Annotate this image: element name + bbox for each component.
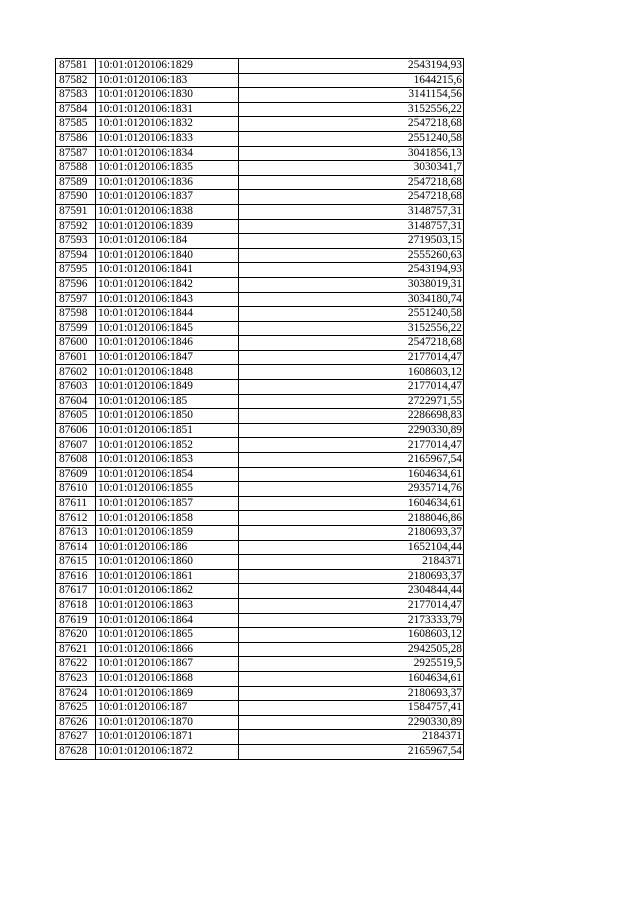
table-row (56, 715, 464, 730)
table-row (56, 131, 464, 146)
value-cell: 3041856,13 (239, 146, 464, 161)
id-cell: 87600 (56, 336, 96, 351)
value-cell: 1604634,61 (239, 671, 464, 686)
id-cell: 87607 (56, 438, 96, 453)
code-cell: 10:01:0120106:1863 (96, 598, 239, 613)
code-cell: 10:01:0120106:1855 (96, 482, 239, 497)
code-cell: 10:01:0120106:1832 (96, 117, 239, 132)
id-cell: 87581 (56, 59, 96, 74)
table-row (56, 409, 464, 424)
table-row (56, 190, 464, 205)
table-row (56, 569, 464, 584)
code-cell: 10:01:0120106:1839 (96, 219, 239, 234)
code-cell: 10:01:0120106:1868 (96, 671, 239, 686)
id-cell: 87617 (56, 584, 96, 599)
table-row (56, 540, 464, 555)
table-row (56, 277, 464, 292)
code-cell: 10:01:0120106:1860 (96, 555, 239, 570)
table-row (56, 423, 464, 438)
table-row (56, 628, 464, 643)
id-cell: 87610 (56, 482, 96, 497)
code-cell: 10:01:0120106:1857 (96, 496, 239, 511)
value-cell: 2551240,58 (239, 131, 464, 146)
table-row (56, 307, 464, 322)
value-cell: 2286698,83 (239, 409, 464, 424)
value-cell: 1644215,6 (239, 73, 464, 88)
code-cell: 10:01:0120106:183 (96, 73, 239, 88)
code-cell: 10:01:0120106:1851 (96, 423, 239, 438)
table-row (56, 526, 464, 541)
value-cell: 2543194,93 (239, 59, 464, 74)
code-cell: 10:01:0120106:1836 (96, 175, 239, 190)
table-row (56, 365, 464, 380)
table-row (56, 204, 464, 219)
code-cell: 10:01:0120106:1846 (96, 336, 239, 351)
table-row (56, 219, 464, 234)
table-row (56, 438, 464, 453)
value-cell: 2925519,5 (239, 657, 464, 672)
table-row (56, 73, 464, 88)
code-cell: 10:01:0120106:1849 (96, 380, 239, 395)
table-row (56, 292, 464, 307)
value-cell: 2547218,68 (239, 190, 464, 205)
table-body (56, 59, 464, 760)
value-cell: 2543194,93 (239, 263, 464, 278)
id-cell: 87621 (56, 642, 96, 657)
value-cell: 2547218,68 (239, 336, 464, 351)
code-cell: 10:01:0120106:1830 (96, 88, 239, 103)
value-cell: 1604634,61 (239, 467, 464, 482)
table-row (56, 467, 464, 482)
table-row (56, 350, 464, 365)
id-cell: 87583 (56, 88, 96, 103)
code-cell: 10:01:0120106:1865 (96, 628, 239, 643)
code-cell: 10:01:0120106:1842 (96, 277, 239, 292)
code-cell: 10:01:0120106:1854 (96, 467, 239, 482)
id-cell: 87589 (56, 175, 96, 190)
code-cell: 10:01:0120106:1869 (96, 686, 239, 701)
code-cell: 10:01:0120106:1866 (96, 642, 239, 657)
table-row (56, 613, 464, 628)
id-cell: 87625 (56, 701, 96, 716)
code-cell: 10:01:0120106:1847 (96, 350, 239, 365)
code-cell: 10:01:0120106:1841 (96, 263, 239, 278)
value-cell: 2177014,47 (239, 380, 464, 395)
code-cell: 10:01:0120106:1838 (96, 204, 239, 219)
value-cell: 2177014,47 (239, 350, 464, 365)
table-row (56, 175, 464, 190)
code-cell: 10:01:0120106:1861 (96, 569, 239, 584)
id-cell: 87587 (56, 146, 96, 161)
code-cell: 10:01:0120106:1853 (96, 453, 239, 468)
id-cell: 87606 (56, 423, 96, 438)
value-cell: 2290330,89 (239, 423, 464, 438)
value-cell: 3148757,31 (239, 204, 464, 219)
value-cell: 2551240,58 (239, 307, 464, 322)
value-cell: 2180693,37 (239, 526, 464, 541)
table-row (56, 730, 464, 745)
value-cell: 2180693,37 (239, 569, 464, 584)
code-cell: 10:01:0120106:1833 (96, 131, 239, 146)
code-cell: 10:01:0120106:1870 (96, 715, 239, 730)
table-row (56, 161, 464, 176)
code-cell: 10:01:0120106:1845 (96, 321, 239, 336)
id-cell: 87612 (56, 511, 96, 526)
code-cell: 10:01:0120106:1871 (96, 730, 239, 745)
id-cell: 87626 (56, 715, 96, 730)
value-cell: 3030341,7 (239, 161, 464, 176)
value-cell: 1608603,12 (239, 365, 464, 380)
table-row (56, 671, 464, 686)
value-cell: 2173333,79 (239, 613, 464, 628)
code-cell: 10:01:0120106:185 (96, 394, 239, 409)
table-row (56, 263, 464, 278)
table-row (56, 117, 464, 132)
table-row (56, 146, 464, 161)
id-cell: 87603 (56, 380, 96, 395)
value-cell: 2722971,55 (239, 394, 464, 409)
id-cell: 87592 (56, 219, 96, 234)
code-cell: 10:01:0120106:1862 (96, 584, 239, 599)
id-cell: 87623 (56, 671, 96, 686)
value-cell: 2547218,68 (239, 175, 464, 190)
value-cell: 2188046,86 (239, 511, 464, 526)
value-cell: 1608603,12 (239, 628, 464, 643)
value-cell: 3152556,22 (239, 321, 464, 336)
id-cell: 87620 (56, 628, 96, 643)
code-cell: 10:01:0120106:1850 (96, 409, 239, 424)
value-cell: 3152556,22 (239, 102, 464, 117)
code-cell: 10:01:0120106:1864 (96, 613, 239, 628)
id-cell: 87628 (56, 744, 96, 759)
value-cell: 2184371 (239, 730, 464, 745)
id-cell: 87593 (56, 234, 96, 249)
code-cell: 10:01:0120106:1837 (96, 190, 239, 205)
value-cell: 3038019,31 (239, 277, 464, 292)
id-cell: 87616 (56, 569, 96, 584)
value-cell: 3034180,74 (239, 292, 464, 307)
id-cell: 87605 (56, 409, 96, 424)
code-cell: 10:01:0120106:1834 (96, 146, 239, 161)
value-cell: 2555260,63 (239, 248, 464, 263)
id-cell: 87627 (56, 730, 96, 745)
id-cell: 87598 (56, 307, 96, 322)
code-cell: 10:01:0120106:1831 (96, 102, 239, 117)
code-cell: 10:01:0120106:1859 (96, 526, 239, 541)
id-cell: 87622 (56, 657, 96, 672)
code-cell: 10:01:0120106:186 (96, 540, 239, 555)
id-cell: 87601 (56, 350, 96, 365)
id-cell: 87608 (56, 453, 96, 468)
code-cell: 10:01:0120106:1848 (96, 365, 239, 380)
table-row (56, 380, 464, 395)
code-cell: 10:01:0120106:1867 (96, 657, 239, 672)
table-row (56, 88, 464, 103)
table-row (56, 555, 464, 570)
value-cell: 2165967,54 (239, 744, 464, 759)
id-cell: 87599 (56, 321, 96, 336)
table-row (56, 394, 464, 409)
table-row (56, 744, 464, 759)
table-row (56, 321, 464, 336)
table-row (56, 102, 464, 117)
value-cell: 1584757,41 (239, 701, 464, 716)
id-cell: 87611 (56, 496, 96, 511)
code-cell: 10:01:0120106:1835 (96, 161, 239, 176)
id-cell: 87609 (56, 467, 96, 482)
value-cell: 1652104,44 (239, 540, 464, 555)
value-cell: 2177014,47 (239, 438, 464, 453)
id-cell: 87624 (56, 686, 96, 701)
value-cell: 2177014,47 (239, 598, 464, 613)
id-cell: 87596 (56, 277, 96, 292)
data-table (55, 58, 464, 760)
table-row (56, 482, 464, 497)
table-row (56, 59, 464, 74)
id-cell: 87614 (56, 540, 96, 555)
value-cell: 2180693,37 (239, 686, 464, 701)
code-cell: 10:01:0120106:1852 (96, 438, 239, 453)
id-cell: 87595 (56, 263, 96, 278)
id-cell: 87586 (56, 131, 96, 146)
value-cell: 3148757,31 (239, 219, 464, 234)
id-cell: 87582 (56, 73, 96, 88)
id-cell: 87615 (56, 555, 96, 570)
value-cell: 1604634,61 (239, 496, 464, 511)
id-cell: 87591 (56, 204, 96, 219)
value-cell: 3141154,56 (239, 88, 464, 103)
value-cell: 2547218,68 (239, 117, 464, 132)
code-cell: 10:01:0120106:1840 (96, 248, 239, 263)
id-cell: 87584 (56, 102, 96, 117)
id-cell: 87613 (56, 526, 96, 541)
table-row (56, 453, 464, 468)
table-row (56, 248, 464, 263)
code-cell: 10:01:0120106:1844 (96, 307, 239, 322)
code-cell: 10:01:0120106:184 (96, 234, 239, 249)
table-row (56, 234, 464, 249)
id-cell: 87588 (56, 161, 96, 176)
id-cell: 87594 (56, 248, 96, 263)
table-row (56, 701, 464, 716)
id-cell: 87597 (56, 292, 96, 307)
id-cell: 87602 (56, 365, 96, 380)
value-cell: 2935714,76 (239, 482, 464, 497)
id-cell: 87618 (56, 598, 96, 613)
table-row (56, 657, 464, 672)
code-cell: 10:01:0120106:1829 (96, 59, 239, 74)
code-cell: 10:01:0120106:1843 (96, 292, 239, 307)
code-cell: 10:01:0120106:1858 (96, 511, 239, 526)
value-cell: 2165967,54 (239, 453, 464, 468)
value-cell: 2290330,89 (239, 715, 464, 730)
table-row (56, 511, 464, 526)
value-cell: 2304844,44 (239, 584, 464, 599)
table-row (56, 496, 464, 511)
id-cell: 87619 (56, 613, 96, 628)
value-cell: 2942505,28 (239, 642, 464, 657)
code-cell: 10:01:0120106:1872 (96, 744, 239, 759)
code-cell: 10:01:0120106:187 (96, 701, 239, 716)
id-cell: 87585 (56, 117, 96, 132)
table-row (56, 584, 464, 599)
table-row (56, 686, 464, 701)
table-row (56, 336, 464, 351)
table-row (56, 598, 464, 613)
value-cell: 2719503,15 (239, 234, 464, 249)
id-cell: 87590 (56, 190, 96, 205)
id-cell: 87604 (56, 394, 96, 409)
value-cell: 2184371 (239, 555, 464, 570)
table-row (56, 642, 464, 657)
